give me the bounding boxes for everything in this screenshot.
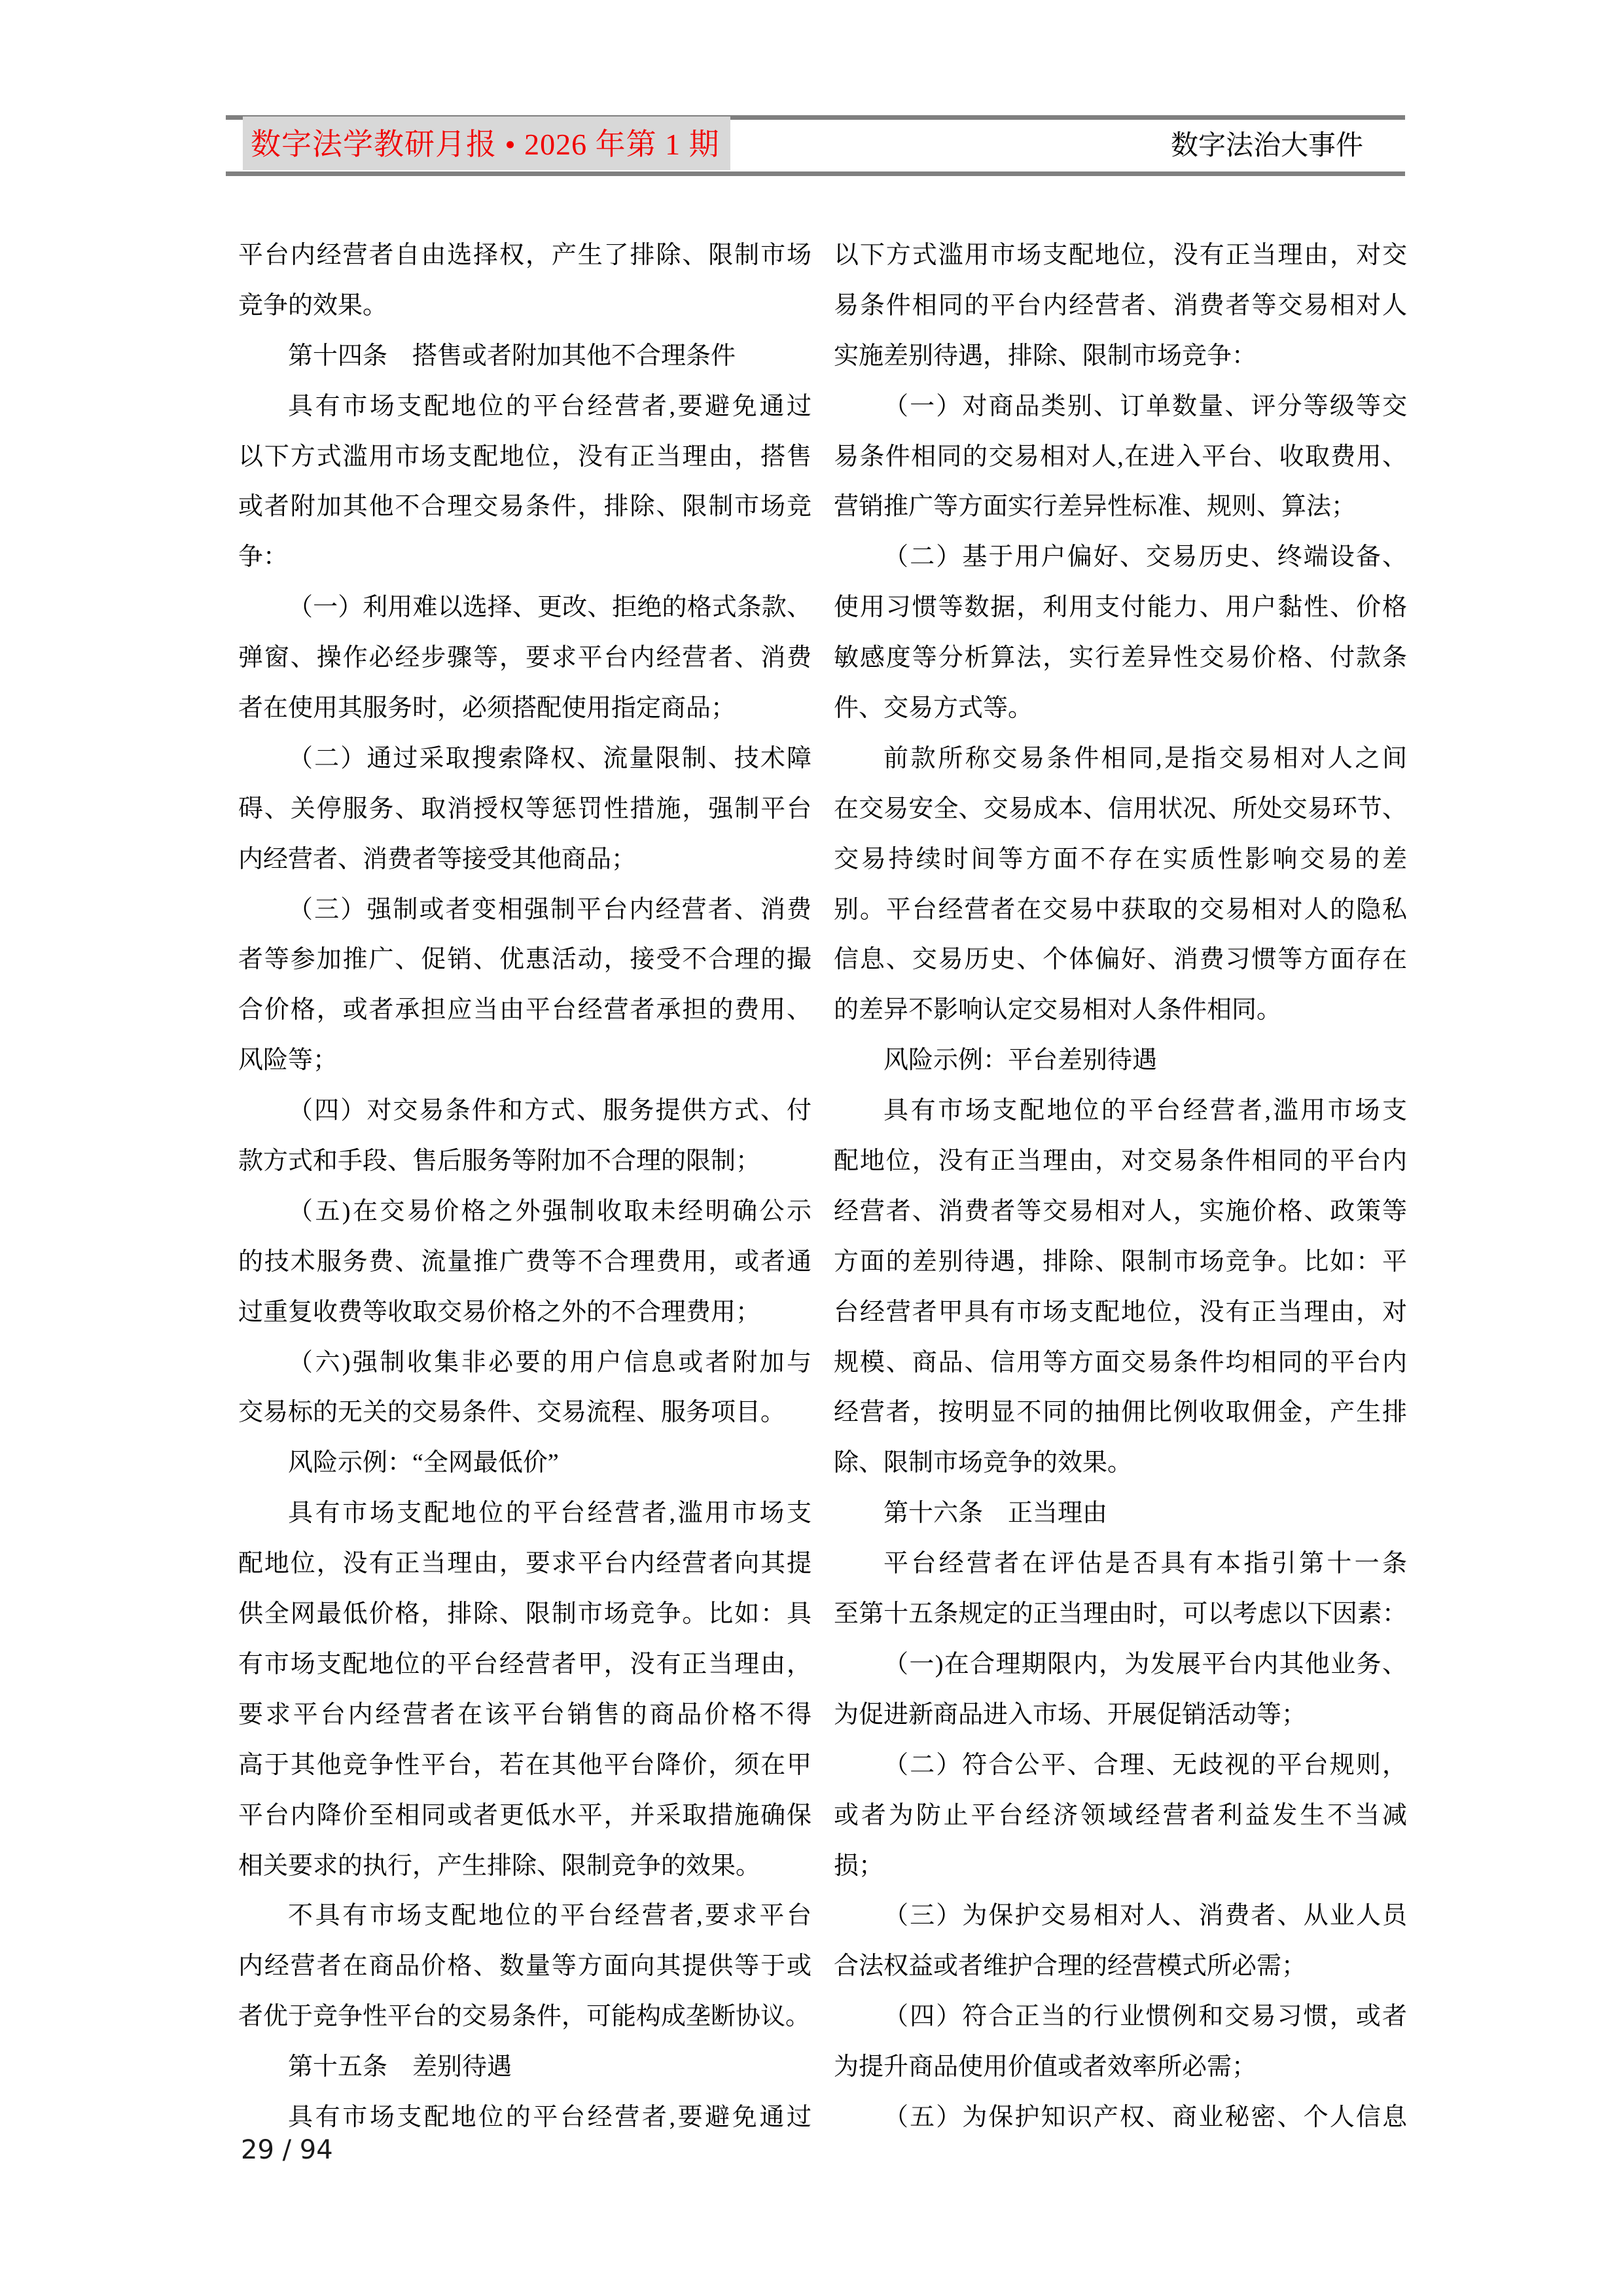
text-line: 的差异不影响认定交易相对人条件相同。 [834,996,1282,1024]
text-line: 或者为防止平台经济领域经营者利益发生不当减 [834,1801,1407,1829]
text-line: 供全网最低价格，排除、限制市场竞争。比如：具 [238,1600,812,1628]
text-line: 碍、关停服务、取消授权等惩罚性措施，强制平台 [238,795,812,823]
text-line: 平台内经营者自由选择权，产生了排除、限制市场 [238,242,812,269]
text-line: （五）为保护知识产权、商业秘密、个人信息 [883,2103,1407,2131]
masthead [226,119,1405,168]
text-line: 内经营者、消费者等接受其他商品； [238,845,637,873]
text-line: 风险示例：“全网最低价” [288,1449,559,1477]
text-line: 具有市场支配地位的平台经营者,要避免通过 [288,392,812,420]
text-line: 合价格，或者承担应当由平台经营者承担的费用、 [238,996,812,1024]
text-line: （一)在合理期限内，为发展平台内其他业务、 [883,1650,1407,1678]
text-line: 内经营者在商品价格、数量等方面向其提供等于或 [238,1952,812,1981]
text-line: 交易持续时间等方面不存在实质性影响交易的差 [834,845,1407,873]
text-line: （二）基于用户偏好、交易历史、终端设备、 [883,543,1407,571]
text-line: 过重复收费等收取交易价格之外的不合理费用； [238,1298,761,1326]
text-line: 敏感度等分析算法，实行差异性交易价格、付款条 [834,644,1407,672]
text-line: 台经营者甲具有市场支配地位，没有正当理由，对 [834,1298,1407,1326]
left-column [238,230,812,2143]
header-rule [226,171,1405,176]
text-line: （一）对商品类别、订单数量、评分等级等交 [883,392,1407,420]
text-line: 为提升商品使用价值或者效率所必需； [834,2053,1257,2081]
text-line: 营销推广等方面实行差异性标准、规则、算法； [834,493,1357,521]
text-line: （一）利用难以选择、更改、拒绝的格式条款、 [288,594,812,622]
text-line: 相关要求的执行，产生排除、限制竞争的效果。 [238,1852,761,1880]
text-line: 除、限制市场竞争的效果。 [834,1449,1133,1477]
text-line: 者在使用其服务时，必须搭配使用指定商品； [238,694,736,723]
text-line: （四）符合正当的行业惯例和交易习惯，或者 [883,2003,1407,2031]
text-line: 风险等； [238,1047,338,1075]
text-line: 以下方式滥用市场支配地位，没有正当理由，搭售 [238,442,812,471]
text-line: （五)在交易价格之外强制收取未经明确公示 [288,1197,812,1225]
text-line: 规模、商品、信用等方面交易条件均相同的平台内 [834,1348,1407,1376]
text-line: 的技术服务费、流量推广费等不合理费用，或者通 [238,1247,812,1276]
text-line: 具有市场支配地位的平台经营者,滥用市场支 [288,1499,812,1528]
text-line: 第十五条 差别待遇 [288,2053,512,2081]
text-line: 损； [834,1852,884,1880]
text-line: （二）符合公平、合理、无歧视的平台规则， [883,1751,1407,1779]
text-line: 具有市场支配地位的平台经营者,滥用市场支 [883,1097,1407,1125]
text-line: （六)强制收集非必要的用户信息或者附加与 [288,1348,812,1376]
text-line: 争： [238,543,289,571]
text-line: 要求平台内经营者在该平台销售的商品价格不得 [238,1700,812,1729]
page-number: 29 / 94 [241,2135,333,2165]
text-line: 平台内降价至相同或者更低水平，并采取措施确保 [238,1801,812,1829]
text-line: 经营者，按明显不同的抽佣比例收取佣金，产生排 [834,1399,1407,1427]
text-line: 交易标的无关的交易条件、交易流程、服务项目。 [238,1399,786,1427]
text-line: 不具有市场支配地位的平台经营者,要求平台 [288,1902,812,1930]
text-line: 者优于竞争性平台的交易条件，可能构成垄断协议。 [238,2003,811,2031]
text-line: 配地位，没有正当理由，对交易条件相同的平台内 [834,1147,1407,1175]
text-line: 至第十五条规定的正当理由时，可以考虑以下因素： [834,1600,1407,1628]
text-line: 款方式和手段、售后服务等附加不合理的限制； [238,1147,761,1175]
text-line: 高于其他竞争性平台，若在其他平台降价，须在甲 [238,1751,812,1779]
text-line: （二）通过采取搜索降权、流量限制、技术障 [288,744,812,772]
text-line: （三）强制或者变相强制平台内经营者、消费 [288,895,812,924]
text-line: 风险示例：平台差别待遇 [883,1047,1158,1075]
text-line: 在交易安全、交易成本、信用状况、所处交易环节、 [834,795,1407,823]
text-line: 别。平台经营者在交易中获取的交易相对人的隐私 [834,895,1407,924]
text-line: （三）为保护交易相对人、消费者、从业人员 [883,1902,1407,1930]
text-line: 第十四条 搭售或者附加其他不合理条件 [288,342,736,370]
text-line: 前款所称交易条件相同,是指交易相对人之间 [883,744,1407,772]
text-line: 为促进新商品进入市场、开展促销活动等； [834,1700,1307,1729]
text-line: 易条件相同的平台内经营者、消费者等交易相对人 [834,291,1407,319]
text-line: 配地位，没有正当理由，要求平台内经营者向其提 [238,1550,812,1578]
text-line: 经营者、消费者等交易相对人，实施价格、政策等 [834,1197,1407,1225]
text-line: 易条件相同的交易相对人,在进入平台、收取费用、 [834,442,1407,471]
text-line: 以下方式滥用市场支配地位，没有正当理由，对交 [834,242,1407,269]
journal-title: 数字法学教研月报 • 2026 年第 1 期 [243,117,730,170]
text-line: 信息、交易历史、个体偏好、消费习惯等方面存在 [834,946,1407,974]
text-line: 实施差别待遇，排除、限制市场竞争： [834,342,1257,370]
text-line: 竞争的效果。 [238,291,388,319]
text-line: （四）对交易条件和方式、服务提供方式、付 [288,1097,812,1125]
section-title: 数字法治大事件 [1170,131,1363,161]
text-line: 弹窗、操作必经步骤等，要求平台内经营者、消费 [238,644,812,672]
text-line: 者等参加推广、促销、优惠活动，接受不合理的撮 [238,946,812,974]
text-line: 或者附加其他不合理交易条件，排除、限制市场竞 [238,493,812,521]
text-line: 具有市场支配地位的平台经营者,要避免通过 [288,2103,812,2131]
text-line: 第十六条 正当理由 [883,1499,1108,1528]
right-column [834,230,1407,2143]
document-body [238,230,1407,2143]
text-line: 件、交易方式等。 [834,694,1033,723]
text-line: 方面的差别待遇，排除、限制市场竞争。比如：平 [834,1247,1407,1276]
text-line: 使用习惯等数据，利用支付能力、用户黏性、价格 [834,594,1407,622]
text-line: 合法权益或者维护合理的经营模式所必需； [834,1952,1307,1981]
text-line: 有市场支配地位的平台经营者甲，没有正当理由， [238,1650,812,1678]
text-line: 平台经营者在评估是否具有本指引第十一条 [883,1550,1407,1578]
